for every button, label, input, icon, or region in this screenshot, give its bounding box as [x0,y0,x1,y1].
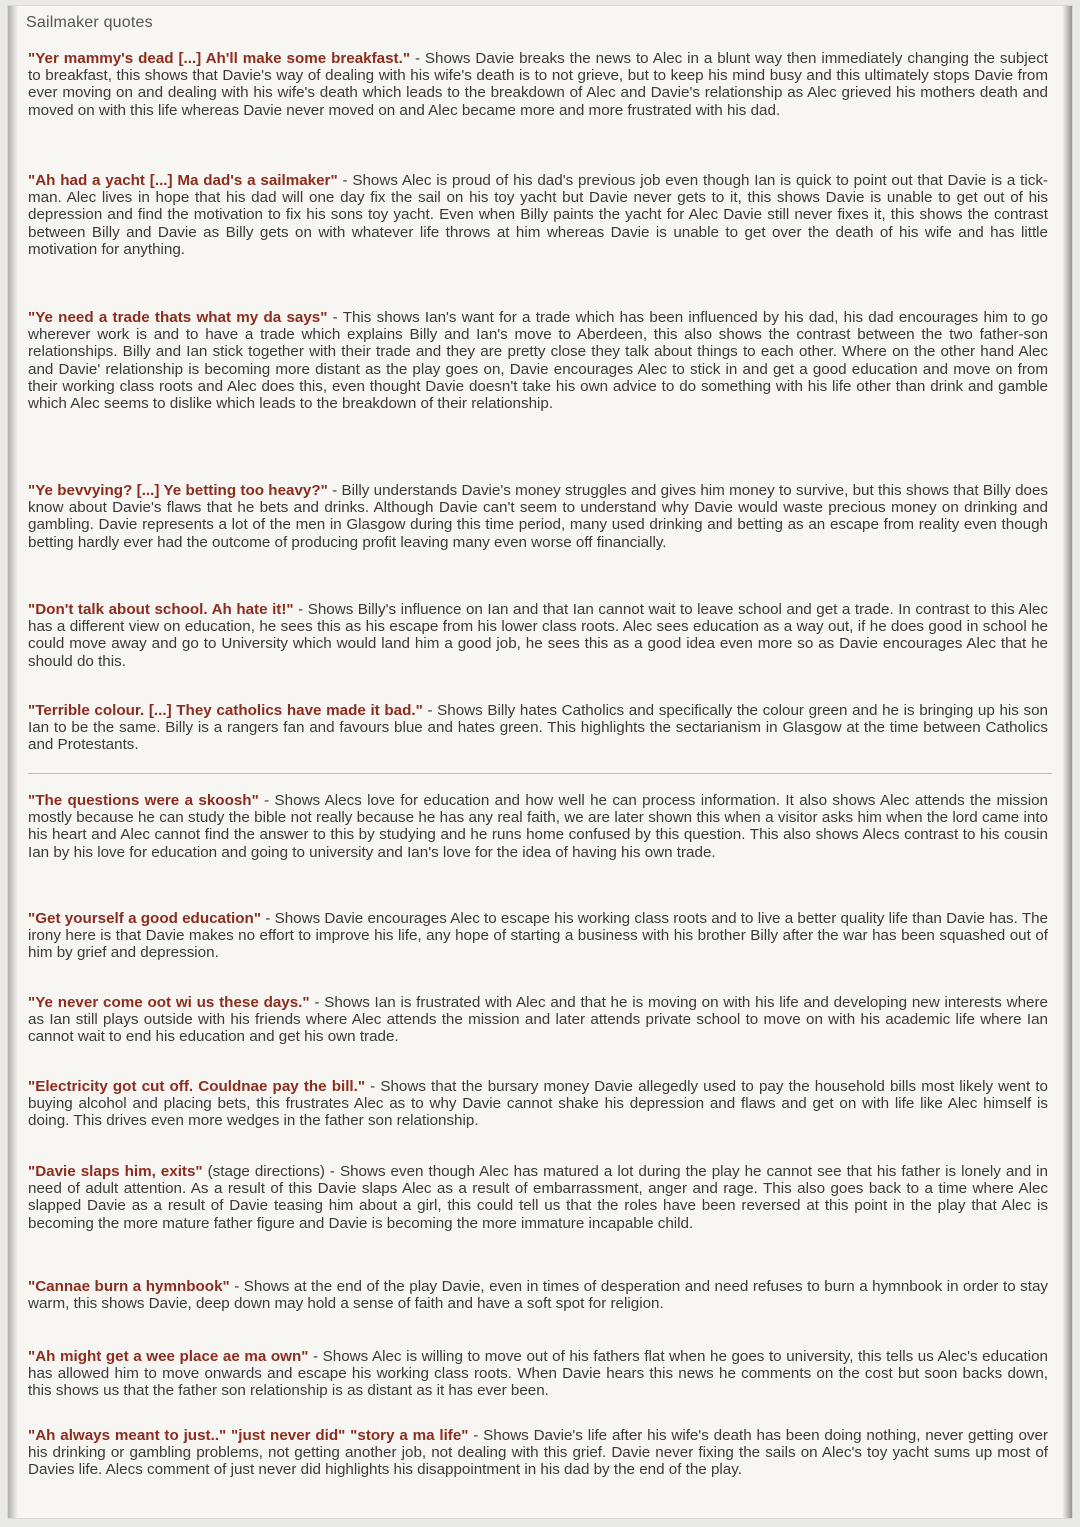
analysis-text: (stage directions) - Shows even though Alec has matured a lot during the play he cannot see that his father is lonely and in need of adult attention. As a result of this Davie slaps Alec as a result of embarrassment, anger and rage. This also goes back to a time where Alec slapped Davie as a result of Davie teasing him about a girl, this could tell us that the roles have been reversed at this point in the play that Alec is becoming the more mature father figure and Davie is becoming the more immature incapable child. [28,1163,1048,1232]
quote-paragraph [28,172,1048,258]
quote-text: "The questions were a skoosh" [28,792,259,809]
section-divider [28,773,1052,774]
analysis-text: - Shows at the end of the play Davie, even in times of desperation and need refuses to burn a hymnbook in order to stay warm, this shows Davie, deep down may hold a sense of faith and have a soft spot for religion. [28,1278,1048,1313]
quote-paragraph [28,601,1048,670]
quote-text: "Ye need a trade thats what my da says" [28,309,328,326]
quote-text: "Terrible colour. [...] They catholics have made it bad." [28,702,423,719]
analysis-text: - Shows Alec is proud of his dad's previous job even though Ian is quick to point out that Davie is a tick-man. Alec lives in hope that his dad will one day fix the sail on his toy yacht but Davie never gets to it, this shows Davie is unable to get out of his depression and find the motivation to fix his sons toy yacht. Even when Billy paints the yacht for Alec Davie still never fixes it, this shows the contrast between Billy and Davie as Billy gets on with whatever life throws at him whereas Davie is unable to get over the death of his wife and has little motivation for anything. [28,172,1048,258]
scan-shadow-left [8,6,18,1518]
analysis-text: - Shows that the bursary money Davie allegedly used to pay the household bills most likely went to buying alcohol and placing bets, this frustrates Alec as to why Davie cannot shake his depression and flaws and get on with life like Alec himself is doing. This drives even more wedges in the father son relationship. [28,1078,1049,1130]
quote-text: "Electricity got cut off. Couldnae pay the bill." [28,1078,366,1095]
analysis-text: - Shows Davie encourages Alec to escape his working class roots and to live a better quality life than Davie has. The irony here is that Davie makes no effort to improve his life, any hope of starting a business with his brother Billy after the war has been squashed out of him by grief and depression. [28,910,1048,962]
quote-text: "Ah had a yacht [...] Ma dad's a sailmaker" [28,172,338,189]
quote-text: "Ye bevvying? [...] Ye betting too heavy?" [28,482,328,499]
quote-paragraph [28,1078,1048,1130]
analysis-text: - Shows Alec is willing to move out of his fathers flat when he goes to university, this tells us Alec's education has allowed him to move onwards and escape his working class roots. When Davie hears this news he comments on the cost but soon backs down, this shows us that the father son relationship is as distant as it has ever been. [28,1348,1048,1400]
quote-text: "Cannae burn a hymnbook" [28,1278,230,1295]
analysis-text: - Shows Davie's life after his wife's death has been doing nothing, never getting over his drinking or gambling problems, not getting another job, not dealing with this grief. Davie never fixing the sails on Alec's toy yacht sums up most of Davies life. Alecs comment of just never did highlights his disappointment in his dad by the end of the play. [28,1427,1048,1479]
scan-shadow-right [1062,6,1072,1518]
quote-paragraph [28,50,1048,119]
analysis-text: - Shows Davie breaks the news to Alec in a blunt way then immediately changing the subject to breakfast, this shows that Davie's way of dealing with his wife's death is to not grieve, but to keep his mind busy and this ultimately stops Davie from ever moving on and dealing with his wife's death which leads to the breakdown of Alec and Davie's relationship as Alec grieved his mothers death and moved on with this life whereas Davie never moved on and Alec became more and more frustrated with his dad. [28,50,1049,119]
quote-paragraph [28,1348,1048,1400]
analysis-text: - Billy understands Davie's money struggles and gives him money to survive, but this shows that Billy does know about Davie's flaws that he bets and drinks. Although Davie can't seem to understand why Davie would waste precious money on drinking and gambling. Davie represents a lot of the men in Glasgow during this time period, many used drinking and betting as an escape from reality even though betting hardly ever had the outcome of producing profit leaving many even worse off financially. [28,482,1049,551]
quote-paragraph [28,482,1048,551]
quote-paragraph [28,1278,1048,1312]
quote-text: "Ah always meant to just.." "just never did" "story a ma life" [28,1427,469,1444]
analysis-text: - This shows Ian's want for a trade which has been influenced by his dad, his dad encourages him to go wherever work is and to have a trade which explains Billy and Ian's move to Aberdeen, this also shows the contrast between the two father-son relationships. Billy and Ian stick together with their trade and they are pretty close they talk about things to each other. Where on the other hand Alec and Davie' relationship is becoming more distant as the play goes on, Davie encourages Alec to stick in and get a good education and move on from their working class roots and Alec does this, even thought Davie doesn't take his own advice to do something with his life other than drink and gamble which Alec seems to dislike which leads to the breakdown of their relationship. [28,309,1048,413]
quote-text: "Ye never come oot wi us these days." [28,994,310,1011]
quote-paragraph [28,1163,1048,1232]
quote-text: "Ah might get a wee place ae ma own" [28,1348,309,1365]
page-title: Sailmaker quotes [26,14,153,31]
quote-paragraph [28,1427,1048,1479]
analysis-text: - Shows Alecs love for education and how well he can process information. It also shows Alec attends the mission mostly because he can study the bible not really because he has any real faith, we are later shown this when a visitor asks him when the lord came into his heart and Alec cannot find the answer to this by studying and he runs home confused by this question. This also shows Alecs contrast to his cousin Ian by his love for education and going to university and Ian's love for the idea of having his own trade. [28,792,1048,861]
quote-text: "Don't talk about school. Ah hate it!" [28,601,294,618]
quote-text: "Davie slaps him, exits" [28,1163,203,1180]
analysis-text: - Shows Billy hates Catholics and specifically the colour green and he is bringing up his son Ian to be the same. Billy is a rangers fan and favours blue and hates green. This highlights the sectarianism in Glasgow at the time between Catholics and Protestants. [28,702,1049,754]
document-page [8,6,1072,1518]
quote-paragraph [28,910,1048,962]
quote-paragraph [28,702,1048,754]
quote-paragraph [28,994,1048,1046]
quote-paragraph [28,792,1048,861]
quote-paragraph [28,309,1048,412]
quote-text: "Get yourself a good education" [28,910,262,927]
quote-text: "Yer mammy's dead [...] Ah'll make some breakfast." [28,50,411,67]
analysis-text: - Shows Billy's influence on Ian and that Ian cannot wait to leave school and get a trade. In contrast to this Alec has a different view on education, he sees this as his escape from his lower class roots. Alec sees education as a way out, if he does good in school he could move away and go to University which would land him a good job, he sees this as a good idea even more so as Davie encourages Alec that he should do this. [28,601,1048,670]
analysis-text: - Shows Ian is frustrated with Alec and that he is moving on with his life and developing new interests where as Ian still plays outside with his friends where Alec attends the mission and later attends private school to move on with his academic life where Ian cannot wait to end his education and get his own trade. [28,994,1048,1046]
